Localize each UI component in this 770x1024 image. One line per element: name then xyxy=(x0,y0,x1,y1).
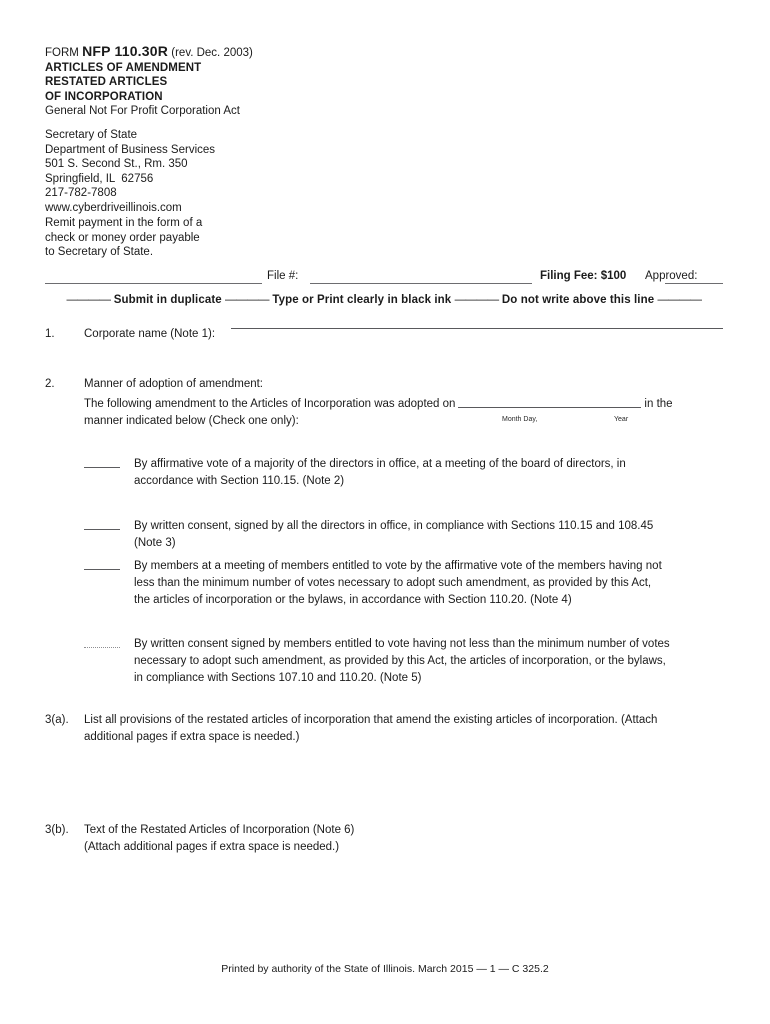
remit-line-1: Remit payment in the form of a xyxy=(45,217,203,229)
address-line-1: Secretary of State xyxy=(45,129,138,141)
option-1-check-blank[interactable] xyxy=(84,467,120,468)
instruction-bar xyxy=(45,294,723,306)
option-3-check-blank[interactable] xyxy=(84,569,120,570)
item-3a-provisions xyxy=(45,712,735,746)
item-3a-number: 3(a). xyxy=(45,714,69,726)
item-3b-line-2: (Attach additional pages if extra space is needed.) xyxy=(84,841,340,853)
form-label: FORM xyxy=(45,47,79,59)
form-title-line-3: OF INCORPORATION xyxy=(45,90,163,103)
option-3-line-2: less than the minimum number of votes necessary to adopt such amendment, as provided by this Act, xyxy=(134,577,652,589)
agency-address-block xyxy=(45,128,405,216)
item-3b-line-1: Text of the Restated Articles of Incorporation (Note 6) xyxy=(84,824,355,836)
instruction-submit-duplicate: Submit in duplicate xyxy=(113,294,222,306)
option-3-line-3: the articles of incorporation or the bylaws, in accordance with Section 110.20. (Note 4) xyxy=(134,594,572,606)
option-4-check-blank[interactable] xyxy=(84,647,120,648)
sub-label-year: Year xyxy=(614,416,629,423)
dash-group-2: ———— xyxy=(225,294,270,306)
dash-group-3: ———— xyxy=(454,294,499,306)
option-2-line-1: By written consent, signed by all the directors in office, in compliance with Sections 110.15 and 108.45 xyxy=(134,520,654,532)
file-number-row xyxy=(45,268,723,286)
option-2-line-2: (Note 3) xyxy=(134,537,176,549)
form-title-line-2: RESTATED ARTICLES xyxy=(45,76,168,88)
item-3a-text xyxy=(84,712,735,746)
option-4-text xyxy=(134,636,724,687)
address-phone: 217-782-7808 xyxy=(45,187,117,200)
address-line-3: 501 S. Second St., Rm. 350 xyxy=(45,158,188,171)
remit-line-3: to Secretary of State. xyxy=(45,246,154,259)
item-2-number: 2. xyxy=(45,378,55,390)
page-footer: Printed by authority of the State of Illinois. March 2015 — 1 — C 325.2 xyxy=(221,963,549,975)
item-3a-line-2: additional pages if extra space is needed.) xyxy=(84,731,300,743)
adoption-statement-line-2: manner indicated below (Check one only): xyxy=(84,414,299,427)
instruction-type-or-print: Type or Print clearly in black ink xyxy=(272,294,452,306)
corporate-name-input-blank[interactable] xyxy=(231,328,723,329)
dash-group-1: ———— xyxy=(66,294,111,306)
adoption-option-2[interactable] xyxy=(84,518,724,552)
address-line-4: Springfield, IL 62756 xyxy=(45,172,154,185)
approved-label: Approved: xyxy=(645,270,698,282)
option-4-line-1: By written consent signed by members entitled to vote having not less than the minimum number of votes xyxy=(134,638,670,650)
date-sub-labels xyxy=(84,415,724,427)
adoption-date-blank[interactable] xyxy=(458,396,641,408)
adoption-option-3[interactable] xyxy=(84,558,724,609)
form-code: NFP 110.30R xyxy=(82,43,169,59)
form-act-name: General Not For Profit Corporation Act xyxy=(45,105,240,117)
file-number-label: File #: xyxy=(267,270,299,282)
item-2-label: Manner of adoption of amendment: xyxy=(84,378,264,390)
option-2-text xyxy=(134,518,724,552)
option-3-text xyxy=(134,558,724,609)
instruction-do-not-write: Do not write above this line xyxy=(501,294,655,306)
item-1-number: 1. xyxy=(45,328,55,340)
adoption-option-4[interactable] xyxy=(84,636,724,687)
sub-label-month-day: Month Day, xyxy=(502,416,538,423)
option-1-line-1: By affirmative vote of a majority of the directors in office, at a meeting of the board of directors, in xyxy=(134,458,626,470)
option-3-line-1: By members at a meeting of members entitled to vote by the affirmative vote of the members having not xyxy=(134,560,662,572)
item-3a-line-1: List all provisions of the restated articles of incorporation that amend the existing articles of incorporation. (Attach xyxy=(84,714,658,726)
adoption-statement-line-1 xyxy=(84,396,724,413)
remit-instructions xyxy=(45,216,405,260)
address-website: www.cyberdriveillinois.com xyxy=(45,201,182,214)
adoption-statement xyxy=(84,396,724,429)
form-header xyxy=(45,44,465,119)
form-identifier-line xyxy=(45,44,465,61)
item-3b-text xyxy=(84,822,735,856)
dash-group-4: ———— xyxy=(657,294,702,306)
form-title-line-1: ARTICLES OF AMENDMENT xyxy=(45,61,202,74)
option-1-text xyxy=(134,456,724,490)
file-number-blank[interactable] xyxy=(310,283,532,284)
address-line-2: Department of Business Services xyxy=(45,143,216,156)
item-3b-number: 3(b). xyxy=(45,824,69,836)
adoption-option-1[interactable] xyxy=(84,456,724,490)
item-1-label: Corporate name (Note 1): xyxy=(84,328,216,340)
option-2-check-blank[interactable] xyxy=(84,529,120,530)
form-revision: (rev. Dec. 2003) xyxy=(171,47,253,59)
adoption-prefix-text: The following amendment to the Articles of Incorporation was adopted on xyxy=(84,398,456,410)
option-1-line-2: accordance with Section 110.15. (Note 2) xyxy=(134,475,345,487)
option-4-line-3: in compliance with Sections 107.10 and 110.20. (Note 5) xyxy=(134,672,422,684)
remit-line-2: check or money order payable xyxy=(45,231,200,244)
approved-blank[interactable] xyxy=(665,283,723,284)
item-3b-restated-text xyxy=(45,822,735,856)
adoption-suffix-text: in the xyxy=(644,398,673,410)
filing-fee-label: Filing Fee: $100 xyxy=(540,270,627,282)
option-4-line-2: necessary to adopt such amendment, as provided by this Act, the articles of incorporation, or the bylaws, xyxy=(134,655,666,667)
office-use-blank-left[interactable] xyxy=(45,283,262,284)
